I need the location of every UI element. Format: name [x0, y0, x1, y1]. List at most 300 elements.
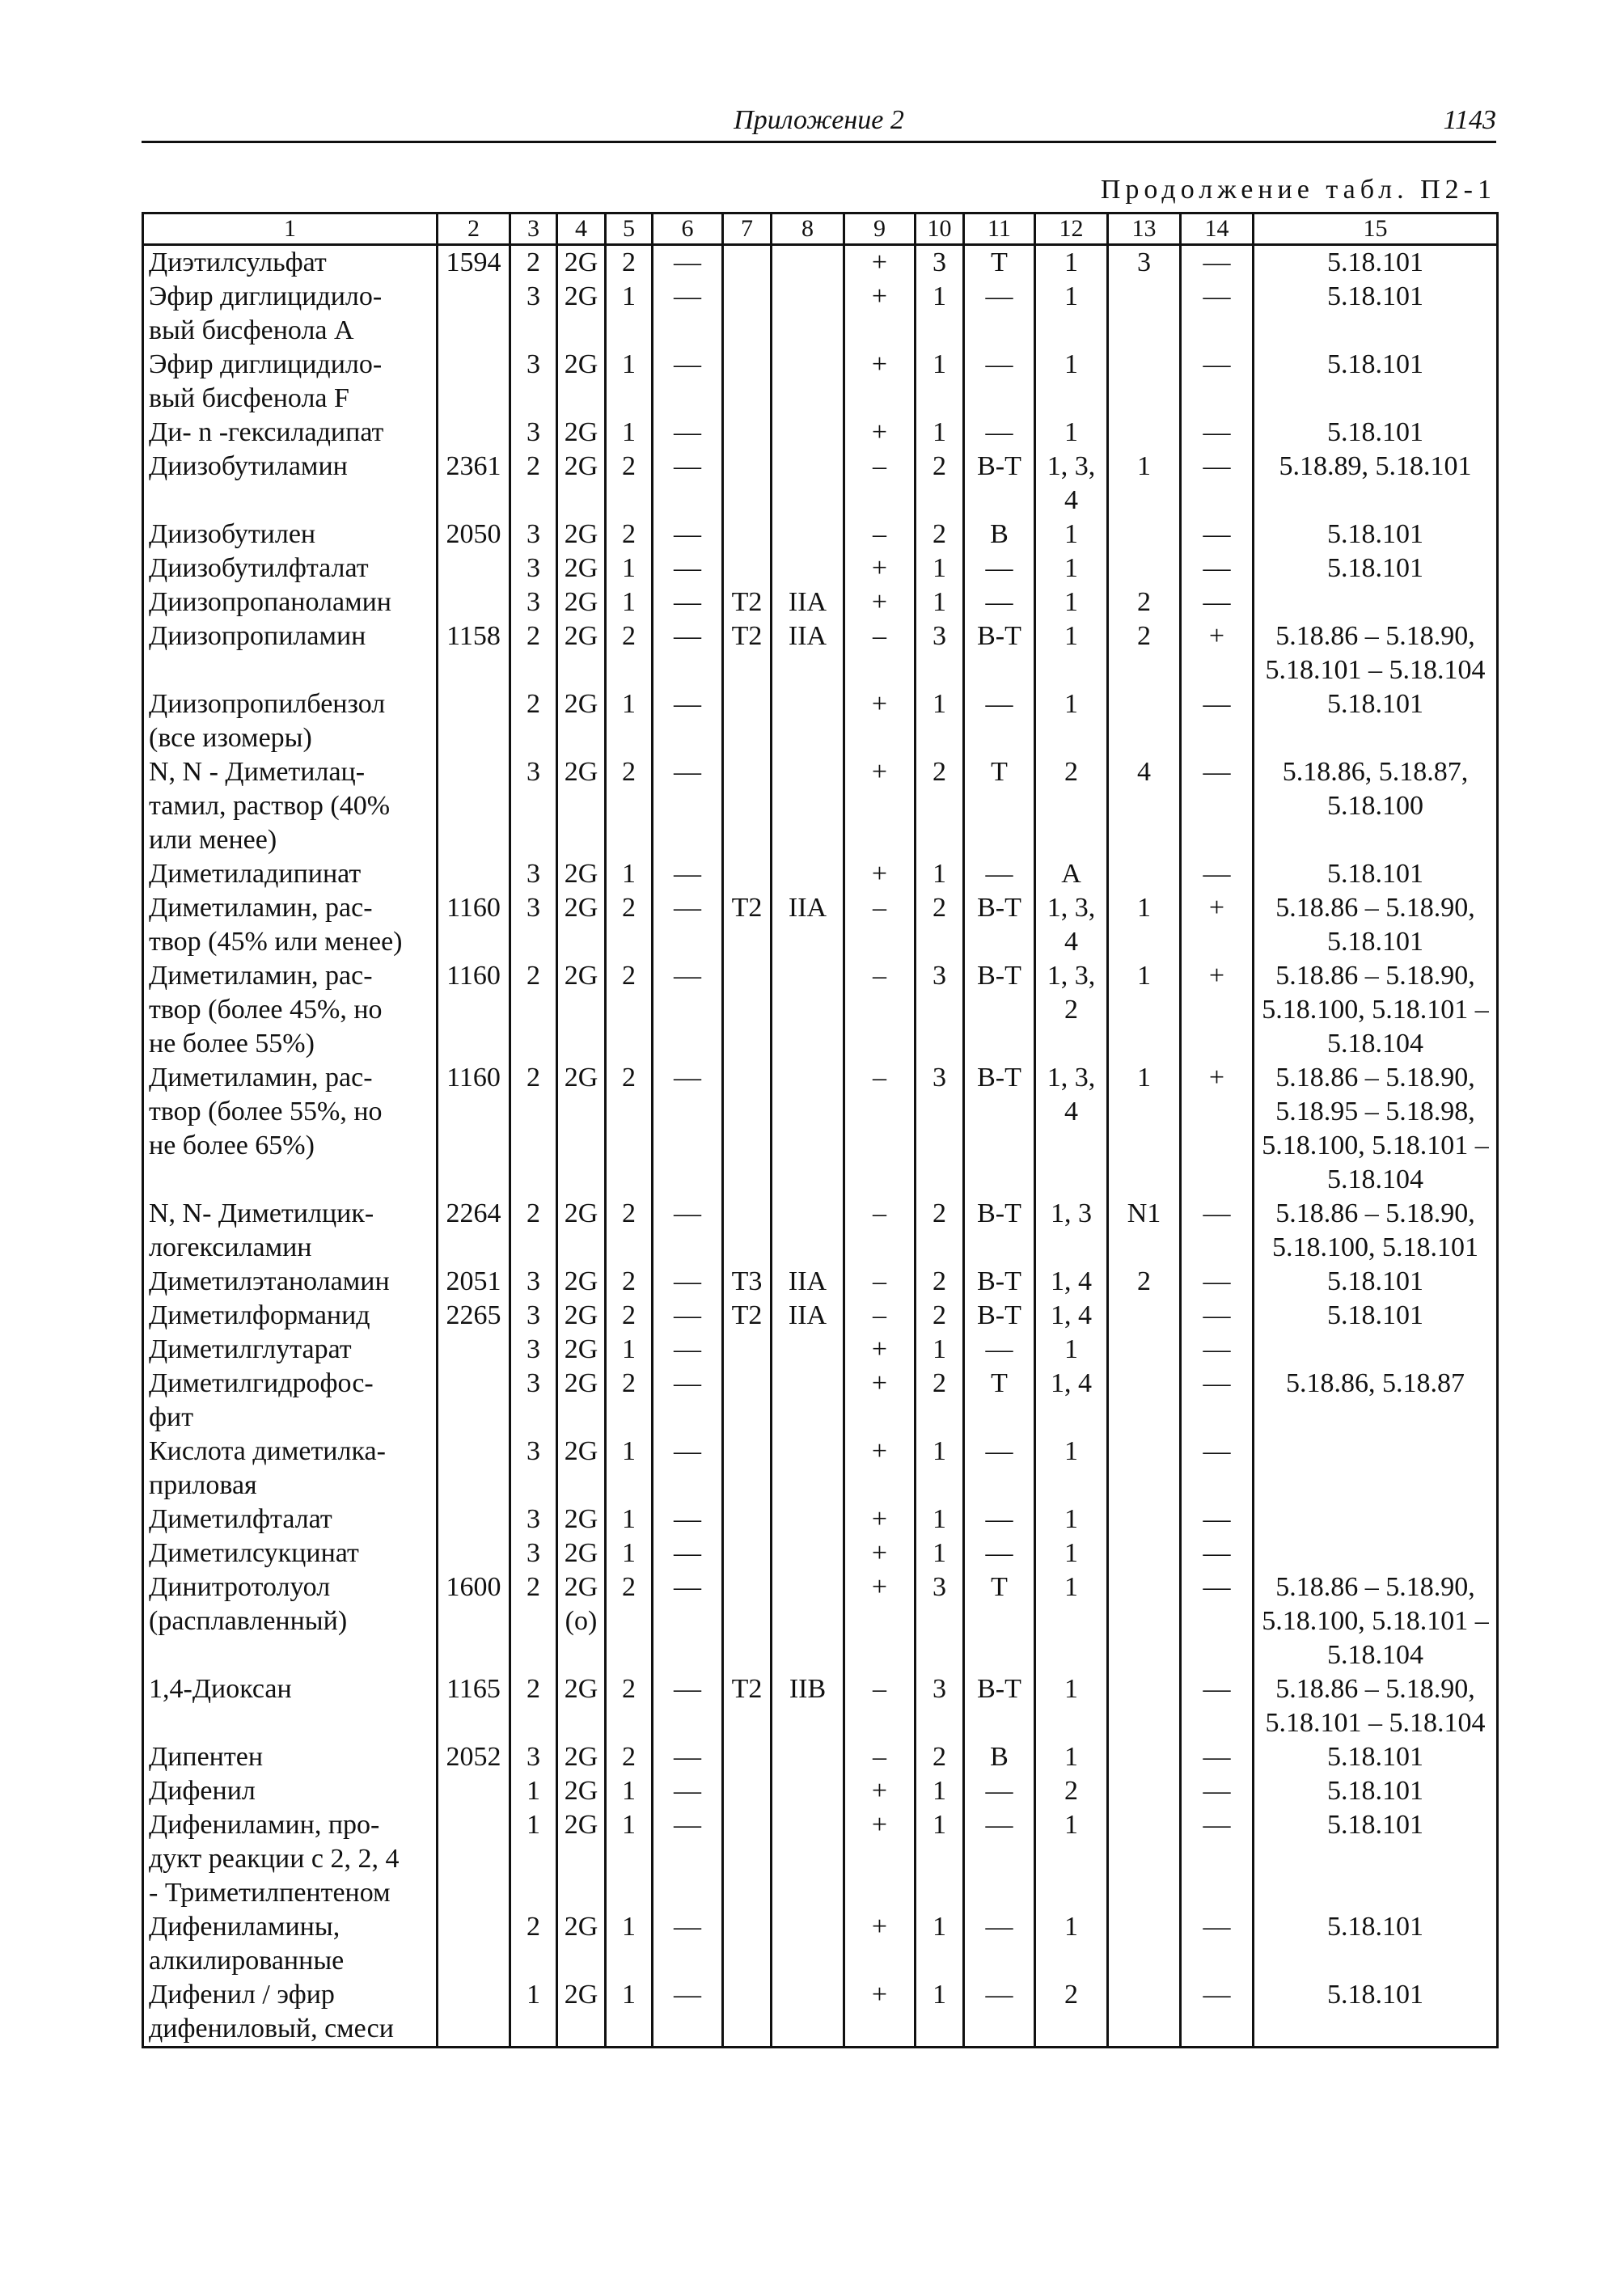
table-cell: 2 — [606, 959, 653, 1061]
table-cell: T2 — [723, 1672, 772, 1740]
table-cell: 2 — [606, 1570, 653, 1672]
table-cell — [723, 1333, 772, 1367]
table-cell: 1594 — [438, 245, 510, 281]
substance-name-cell — [143, 1299, 438, 1333]
table-cell: — — [653, 518, 723, 552]
table-cell: — — [1181, 416, 1254, 450]
table-cell: 1 — [916, 687, 964, 755]
table-cell: 2G — [557, 1333, 606, 1367]
table-cell — [723, 1740, 772, 1774]
table-cell: – — [844, 450, 916, 518]
table-cell: — — [1181, 1774, 1254, 1808]
table-cell: 1 — [916, 1774, 964, 1808]
table-cell: + — [1181, 891, 1254, 959]
table-cell: — — [964, 585, 1035, 619]
table-cell: T2 — [723, 619, 772, 687]
table-cell: — — [964, 1435, 1035, 1503]
table-row — [143, 280, 1498, 348]
table-cell: — — [1181, 552, 1254, 585]
table-cell: 2 — [510, 619, 557, 687]
column-header: 10 — [916, 213, 964, 245]
table-cell: 1 — [1108, 959, 1181, 1061]
table-cell: 2G — [557, 891, 606, 959]
substance-name-cell — [143, 1774, 438, 1808]
substance-name-cell — [143, 1333, 438, 1367]
table-cell: 1 — [916, 1910, 964, 1978]
table-cell: + — [844, 1435, 916, 1503]
substance-name: Дифенил / эфир дифениловый, смеси — [149, 1980, 394, 2044]
page-number: 1143 — [1443, 105, 1496, 135]
table-cell — [1108, 552, 1181, 585]
table-cell: 5.18.86 – 5.18.90, 5.18.100, 5.18.101 – 5.18.104 — [1254, 1570, 1498, 1672]
table-cell: + — [844, 687, 916, 755]
table-cell — [772, 1536, 844, 1570]
table-cell — [1108, 1299, 1181, 1333]
table-cell: 5.18.86, 5.18.87, 5.18.100 — [1254, 755, 1498, 857]
substance-name-cell — [143, 1367, 438, 1435]
table-cell: — — [653, 585, 723, 619]
substance-name-cell — [143, 245, 438, 281]
table-cell: 2G — [557, 348, 606, 416]
table-cell — [772, 1808, 844, 1910]
table-cell: 1 — [916, 1333, 964, 1367]
substance-name-cell — [143, 1978, 438, 2048]
table-cell: 5.18.86, 5.18.87 — [1254, 1367, 1498, 1435]
table-cell: 3 — [510, 755, 557, 857]
table-cell — [438, 687, 510, 755]
table-cell: + — [844, 1774, 916, 1808]
table-cell: 3 — [510, 585, 557, 619]
substance-name: Дифениламины, алкилированные — [149, 1912, 345, 1976]
table-cell — [1108, 1536, 1181, 1570]
table-row — [143, 1197, 1498, 1265]
table-cell: — — [653, 348, 723, 416]
table-row — [143, 348, 1498, 416]
table-cell: 3 — [510, 280, 557, 348]
table-cell: 3 — [916, 1672, 964, 1740]
table-cell: 2050 — [438, 518, 510, 552]
table-cell — [723, 552, 772, 585]
table-row — [143, 959, 1498, 1061]
table-cell: 5.18.101 — [1254, 1808, 1498, 1910]
table-cell: T2 — [723, 585, 772, 619]
table-cell: 1 — [606, 348, 653, 416]
table-cell: 2 — [916, 1265, 964, 1299]
substance-name-cell — [143, 1808, 438, 1910]
table-cell: — — [964, 1808, 1035, 1910]
table-cell — [723, 416, 772, 450]
table-cell — [438, 755, 510, 857]
table-cell — [723, 1435, 772, 1503]
table-cell: 1 — [1035, 1435, 1108, 1503]
column-header: 5 — [606, 213, 653, 245]
table-cell: 2 — [606, 1061, 653, 1197]
table-cell: 1 — [606, 1333, 653, 1367]
table-cell: 3 — [510, 1536, 557, 1570]
substance-name-cell — [143, 416, 438, 450]
table-cell: 2G — [557, 755, 606, 857]
table-row — [143, 1672, 1498, 1740]
table-cell: 5.18.101 — [1254, 1299, 1498, 1333]
table-cell: — — [653, 891, 723, 959]
table-cell: 5.18.101 — [1254, 1265, 1498, 1299]
table-cell: + — [844, 416, 916, 450]
column-header: 8 — [772, 213, 844, 245]
table-cell: — — [653, 619, 723, 687]
column-header: 15 — [1254, 213, 1498, 245]
table-row — [143, 1435, 1498, 1503]
substance-name: Диметиладипинат — [149, 859, 362, 889]
table-cell: 1 — [1035, 687, 1108, 755]
table-cell — [772, 1978, 844, 2048]
table-cell — [1108, 1503, 1181, 1536]
substance-name-cell — [143, 857, 438, 891]
table-cell: 1 — [1035, 585, 1108, 619]
table-cell: 2G — [557, 1910, 606, 1978]
table-cell: 2 — [606, 1740, 653, 1774]
table-cell: 2 — [606, 891, 653, 959]
table-cell: 1 — [1035, 619, 1108, 687]
table-cell: 2G (o) — [557, 1570, 606, 1672]
table-cell — [723, 687, 772, 755]
table-cell: 1, 4 — [1035, 1299, 1108, 1333]
table-cell: 5.18.86 – 5.18.90, 5.18.101 — [1254, 891, 1498, 959]
table-cell: 4 — [1108, 755, 1181, 857]
substance-name: Дифениламин, про- дукт реакции с 2, 2, 4 - Триметилпентеном — [149, 1810, 400, 1908]
table-cell: — — [1181, 280, 1254, 348]
table-cell — [438, 585, 510, 619]
substance-name: Эфир диглицидило- вый бисфенола А — [149, 281, 383, 345]
table-cell: — — [653, 1197, 723, 1265]
table-cell: 3 — [510, 416, 557, 450]
table-cell: — — [964, 1503, 1035, 1536]
table-cell: — — [653, 280, 723, 348]
substance-name-cell — [143, 1061, 438, 1197]
table-cell: T — [964, 755, 1035, 857]
substance-name: Диизопропаноламин — [149, 587, 392, 617]
table-cell — [723, 1061, 772, 1197]
table-cell: 1, 3 — [1035, 1197, 1108, 1265]
table-cell: — — [653, 450, 723, 518]
table-cell: 3 — [1108, 245, 1181, 281]
substance-name: Эфир диглицидило- вый бисфенола F — [149, 349, 383, 413]
table-cell: 3 — [916, 1570, 964, 1672]
table-row — [143, 619, 1498, 687]
substance-name-cell — [143, 1536, 438, 1570]
table-cell: 2G — [557, 1265, 606, 1299]
table-cell: 1 — [1035, 1808, 1108, 1910]
table-cell: 1 — [1035, 1910, 1108, 1978]
table-row — [143, 518, 1498, 552]
table-cell: — — [653, 1061, 723, 1197]
table-cell: 2 — [916, 450, 964, 518]
table-cell: 1 — [606, 1910, 653, 1978]
table-cell: 2G — [557, 245, 606, 281]
table-cell: 1 — [916, 1536, 964, 1570]
substance-name-cell — [143, 1570, 438, 1672]
table-cell: 1 — [606, 585, 653, 619]
table-cell: — — [653, 552, 723, 585]
table-cell: 1 — [606, 1808, 653, 1910]
table-cell — [438, 348, 510, 416]
substance-name: Диметилформанид — [149, 1300, 370, 1330]
table-cell — [772, 857, 844, 891]
table-cell: — — [653, 857, 723, 891]
table-cell: + — [1181, 1061, 1254, 1197]
table-cell: – — [844, 1197, 916, 1265]
table-cell: — — [1181, 1197, 1254, 1265]
table-cell: 1 — [916, 552, 964, 585]
table-cell — [772, 959, 844, 1061]
table-cell: — — [964, 280, 1035, 348]
table-cell: IIA — [772, 891, 844, 959]
table-cell: — — [1181, 245, 1254, 281]
table-cell: 1, 3, 4 — [1035, 1061, 1108, 1197]
table-cell — [438, 552, 510, 585]
table-row — [143, 416, 1498, 450]
table-cell — [1108, 857, 1181, 891]
table-cell: 1 — [916, 1978, 964, 2048]
table-cell: 5.18.101 — [1254, 1740, 1498, 1774]
table-cell: 1 — [606, 416, 653, 450]
table-cell: 2 — [510, 1910, 557, 1978]
substance-name: Диизобутилфталат — [149, 553, 369, 583]
table-cell: 2 — [606, 619, 653, 687]
table-cell — [723, 755, 772, 857]
table-cell: 3 — [510, 1503, 557, 1536]
table-cell — [723, 450, 772, 518]
table-cell: 2G — [557, 687, 606, 755]
table-cell: 1 — [1108, 1061, 1181, 1197]
table-cell: 2361 — [438, 450, 510, 518]
substance-name-cell — [143, 280, 438, 348]
substance-name-cell — [143, 1672, 438, 1740]
table-cell: 1 — [606, 552, 653, 585]
substance-name: Ди- n -гексиладипат — [149, 417, 384, 447]
table-cell — [438, 1536, 510, 1570]
table-cell: — — [1181, 1570, 1254, 1672]
table-cell: 2G — [557, 416, 606, 450]
table-cell — [1108, 1333, 1181, 1367]
table-cell: 2 — [606, 1299, 653, 1333]
table-cell: 2 — [916, 755, 964, 857]
table-cell — [723, 280, 772, 348]
table-cell: 2G — [557, 857, 606, 891]
table-cell: 1 — [606, 687, 653, 755]
table-cell: — — [1181, 755, 1254, 857]
substance-name-cell — [143, 619, 438, 687]
table-cell: A — [1035, 857, 1108, 891]
table-cell: 2 — [510, 1570, 557, 1672]
table-cell — [1108, 1570, 1181, 1672]
table-cell: — — [653, 1367, 723, 1435]
table-cell: — — [1181, 1367, 1254, 1435]
table-cell: 1, 4 — [1035, 1265, 1108, 1299]
table-cell — [772, 348, 844, 416]
table-cell — [723, 1978, 772, 2048]
table-cell — [772, 1910, 844, 1978]
table-cell: 5.18.101 — [1254, 348, 1498, 416]
table-cell: 1 — [1108, 891, 1181, 959]
table-cell: B — [964, 1740, 1035, 1774]
substance-name-cell — [143, 1503, 438, 1536]
table-cell: — — [653, 1333, 723, 1367]
table-cell: 2G — [557, 1197, 606, 1265]
table-cell: 2 — [606, 245, 653, 281]
table-cell: 5.18.101 — [1254, 687, 1498, 755]
table-cell: 2052 — [438, 1740, 510, 1774]
table-cell: 2 — [1108, 585, 1181, 619]
table-row — [143, 1536, 1498, 1570]
table-cell: — — [653, 1570, 723, 1672]
table-cell: 5.18.101 — [1254, 552, 1498, 585]
table-row — [143, 857, 1498, 891]
substance-name: Динитротолуол (расплавленный) — [149, 1572, 348, 1636]
table-cell: 2 — [510, 959, 557, 1061]
table-cell: — — [653, 1740, 723, 1774]
table-cell — [772, 687, 844, 755]
table-cell: – — [844, 1672, 916, 1740]
table-cell: — — [964, 552, 1035, 585]
header-row — [143, 213, 1498, 245]
table-cell: — — [653, 1536, 723, 1570]
table-caption: Продолжение табл. П2-1 — [1100, 175, 1496, 205]
table-cell — [772, 450, 844, 518]
table-cell: 3 — [510, 1740, 557, 1774]
table-cell — [1108, 1978, 1181, 2048]
table-cell: + — [844, 552, 916, 585]
table-cell: + — [1181, 619, 1254, 687]
table-cell: 3 — [916, 245, 964, 281]
table-cell — [438, 416, 510, 450]
table-cell: 2 — [510, 1672, 557, 1740]
table-cell: — — [653, 1299, 723, 1333]
table-cell: + — [844, 1978, 916, 2048]
substance-name: Диметилгидрофос- фит — [149, 1368, 374, 1432]
table-cell: B-T — [964, 450, 1035, 518]
substance-name: Диметиламин, рас- твор (более 45%, но не более 55%) — [149, 961, 383, 1059]
table-cell: 2G — [557, 1061, 606, 1197]
table-cell: 1 — [916, 857, 964, 891]
table-cell: + — [844, 1503, 916, 1536]
table-cell: — — [1181, 1672, 1254, 1740]
table-cell: — — [1181, 1435, 1254, 1503]
substance-name-cell — [143, 585, 438, 619]
table-cell: 5.18.101 — [1254, 857, 1498, 891]
table-row — [143, 1774, 1498, 1808]
table-cell — [438, 1503, 510, 1536]
table-cell: — — [964, 857, 1035, 891]
table-cell: + — [844, 1570, 916, 1672]
header-title: Приложение 2 — [734, 105, 904, 135]
table-cell — [438, 857, 510, 891]
substance-name: Диэтилсульфат — [149, 247, 327, 277]
table-cell — [772, 1333, 844, 1367]
table-cell: IIA — [772, 619, 844, 687]
table-cell: 2 — [916, 518, 964, 552]
table-cell: 2 — [606, 1367, 653, 1435]
table-cell: — — [1181, 857, 1254, 891]
table-cell: 5.18.89, 5.18.101 — [1254, 450, 1498, 518]
table-cell: 3 — [510, 1265, 557, 1299]
table-cell: — — [653, 1808, 723, 1910]
table-cell — [1108, 1910, 1181, 1978]
column-header: 12 — [1035, 213, 1108, 245]
table-cell: – — [844, 1061, 916, 1197]
table-cell — [723, 1808, 772, 1910]
table-cell: IIA — [772, 1299, 844, 1333]
table-cell: 2G — [557, 959, 606, 1061]
substance-name-cell — [143, 450, 438, 518]
substance-name: Диметиламин, рас- твор (45% или менее) — [149, 893, 403, 957]
table-cell — [1108, 687, 1181, 755]
substance-name-cell — [143, 1265, 438, 1299]
column-header: 2 — [438, 213, 510, 245]
table-cell: 5.18.101 — [1254, 245, 1498, 281]
table-cell: 2G — [557, 1672, 606, 1740]
table-cell: 5.18.101 — [1254, 1978, 1498, 2048]
table-cell: — — [1181, 1740, 1254, 1774]
page-header — [142, 104, 1496, 143]
table-cell: 1 — [1035, 1740, 1108, 1774]
table-cell: — — [964, 1774, 1035, 1808]
table-cell — [438, 1910, 510, 1978]
table-cell: B-T — [964, 959, 1035, 1061]
column-header: 6 — [653, 213, 723, 245]
table-cell: — — [1181, 348, 1254, 416]
table-cell: 2 — [510, 450, 557, 518]
table-cell: 2 — [916, 1299, 964, 1333]
table-cell: — — [653, 687, 723, 755]
table-cell — [438, 1978, 510, 2048]
table-cell — [1254, 585, 1498, 619]
table-cell: 1, 4 — [1035, 1367, 1108, 1435]
table-cell: 2G — [557, 1367, 606, 1435]
table-cell: — — [653, 1672, 723, 1740]
table-cell: — — [964, 1978, 1035, 2048]
table-cell: – — [844, 1265, 916, 1299]
table-cell: B-T — [964, 1672, 1035, 1740]
table-cell — [1254, 1333, 1498, 1367]
table-cell — [772, 280, 844, 348]
substance-name: 1,4-Диоксан — [149, 1674, 292, 1704]
table-row — [143, 450, 1498, 518]
table-cell — [723, 857, 772, 891]
column-header: 1 — [143, 213, 438, 245]
table-cell: 5.18.101 — [1254, 1774, 1498, 1808]
table-cell — [438, 280, 510, 348]
table-cell: 1 — [1035, 1503, 1108, 1536]
table-cell — [723, 1197, 772, 1265]
substance-name-cell — [143, 687, 438, 755]
table-row — [143, 245, 1498, 281]
table-cell: 2G — [557, 518, 606, 552]
table-cell: B-T — [964, 619, 1035, 687]
table-row — [143, 687, 1498, 755]
table-cell: 3 — [510, 552, 557, 585]
table-cell — [723, 1367, 772, 1435]
table-cell: 1160 — [438, 1061, 510, 1197]
table-cell: 2G — [557, 1978, 606, 2048]
substance-name: Диизопропиламин — [149, 621, 366, 651]
table-row — [143, 552, 1498, 585]
table-cell — [772, 518, 844, 552]
table-cell: 1 — [606, 1503, 653, 1536]
table-cell — [1108, 1435, 1181, 1503]
table-cell: 2G — [557, 585, 606, 619]
table-cell: T2 — [723, 891, 772, 959]
table-cell — [1254, 1435, 1498, 1503]
